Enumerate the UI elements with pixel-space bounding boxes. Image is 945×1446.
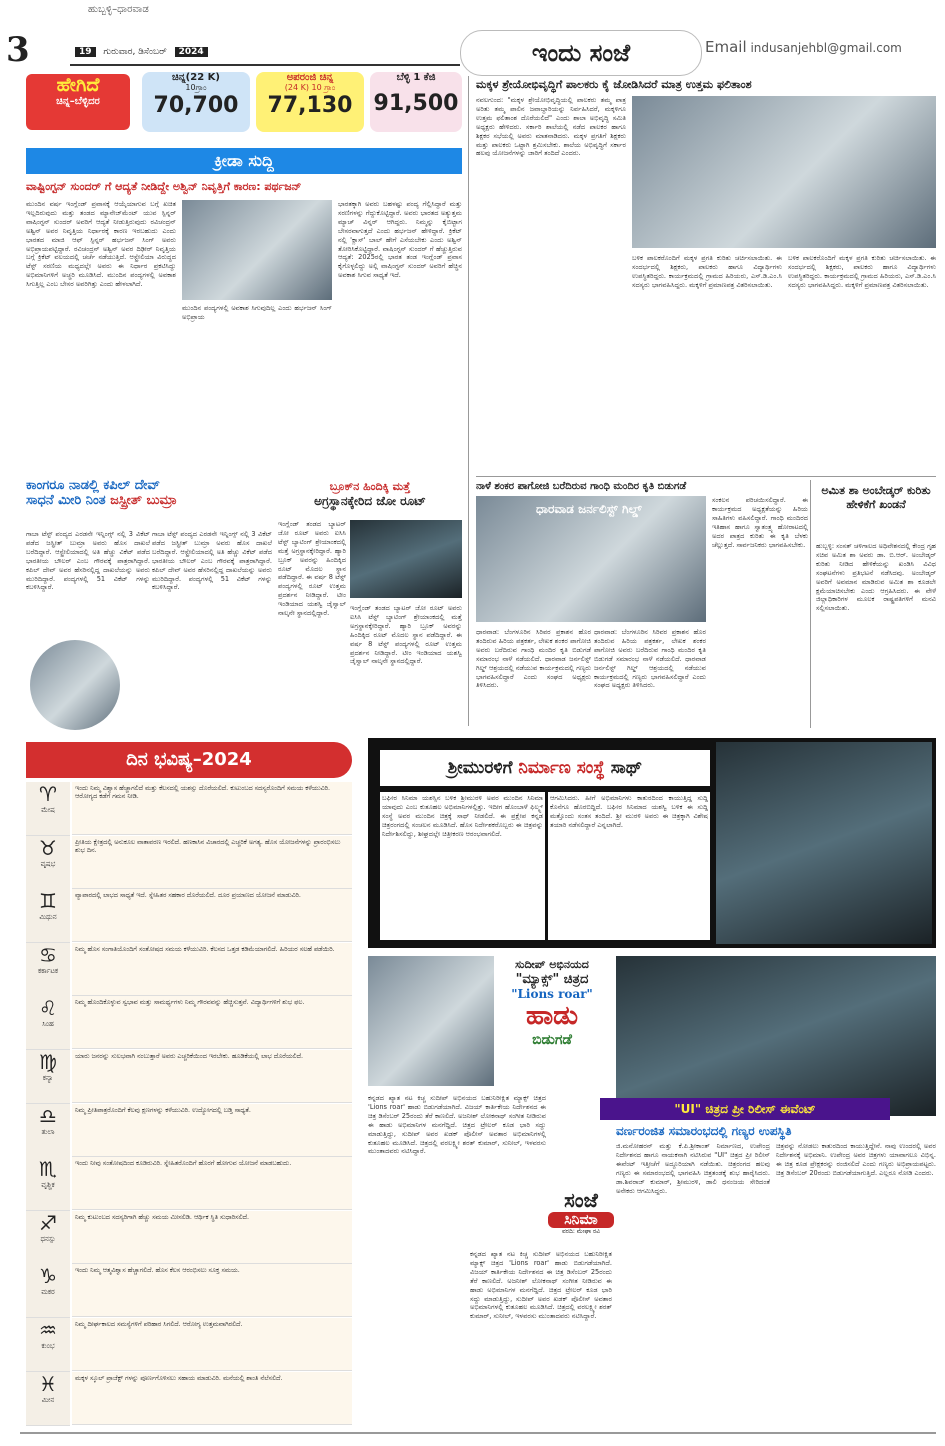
horoscope-row <box>26 996 352 1049</box>
ui-banner: "UI" ಚಿತ್ರದ ಪ್ರೀ ರಿಲೀಸ್ ಈವೆಂಟ್ <box>600 1098 890 1120</box>
zodiac-icon <box>26 889 70 943</box>
zodiac-text: ನಿಮ್ಮ ದೀರ್ಘಕಾಲದ ಸಮಸ್ಯೆಗಳಿಗೆ ಪರಿಹಾರ ಸಿಗಲಿದೆ. ಆರೋಗ್ಯ ಉತ್ತಮವಾಗಿರಲಿದೆ. <box>72 1318 352 1371</box>
children-photo <box>632 96 936 248</box>
issue-number: 19 <box>75 47 96 57</box>
amit-headline: ಅಮಿತ ಶಾ ಅಂಬೇಡ್ಕರ್ ಕುರಿತು ಹೇಳಿಕೆಗೆ ಖಂಡನೆ <box>821 484 931 511</box>
silver-value: 91,500 <box>373 91 459 116</box>
root-body: ಇಂಗ್ಲೆಂಡ್ ತಂಡದ ಬ್ಯಾಟರ್ ಜೋ ರೂಟ್ ಅವರು ಐಸಿಸಿ ಟೆಸ್ಟ್ ಬ್ಯಾಟಿಂಗ್ ಶ್ರೇಯಾಂಕದಲ್ಲಿ ಮತ್ತೆ ಅಗ್ರಸ್ಥಾನಕ್ಕೇರಿದ್ದಾರೆ. ಹ್ಯಾರಿ ಬ್ರೂಕ್ ಅವರನ್ನು ಹಿಂದಿಕ್ಕಿದ ರೂಟ್ ಮೊದಲ ಸ್ಥಾನ ಪಡೆದಿದ್ದಾರೆ. ಈ ವರ್ಷ 8 ಟೆಸ್ಟ್ ಪಂದ್ಯಗಳಲ್ಲಿ ರೂಟ್ ಉತ್ತಮ ಪ್ರದರ್ಶನ ನೀಡಿದ್ದಾರೆ. ಟೀಂ ಇಂಡಿಯಾದ ಯಶಸ್ವಿ ಜೈಸ್ವಾಲ್ ನಾಲ್ಕನೇ ಸ್ಥಾನದಲ್ಲಿದ್ದಾರೆ. <box>278 520 346 618</box>
horoscope-row <box>26 1157 352 1210</box>
zodiac-name: ಸಿಂಹ <box>42 1020 54 1029</box>
zodiac-name: ತುಲಾ <box>41 1127 55 1136</box>
root-head-block <box>278 480 462 509</box>
root-photo <box>350 520 462 598</box>
cinema-label: ಸಿನಿಮಾ <box>548 1212 614 1228</box>
sports-body: ಮುಂದಿನ ವರ್ಷ ಇಂಗ್ಲೆಂಡ್ ಪ್ರವಾಸಕ್ಕೆ ಆಯ್ಕೆಯಾಗುವ ಬಗ್ಗೆ ಖಚಿತ ಇಲ್ಲದಿರುವುದು ಮತ್ತು ತಂಡದ ಮ್ಯಾನೇಜ್‌ಮೆಂಟ್ ಯುವ ಸ್ಪಿನ್ನರ್ ವಾಷಿಂಗ್ಟನ್ ಸುಂದರ್ ಅವರಿಗೆ ಆದ್ಯತೆ ನೀಡುತ್ತಿರುವುದು ರವಿಚಂದ್ರನ್ ಅಶ್ವಿನ್ ಅವರ ನಿವೃತ್ತಿಯ ನಿರ್ಧಾರಕ್ಕೆ ಕಾರಣ ಇರಬಹುದು ಎಂದು ಭಾರತದ ಮಾಜಿ ಆಫ್ ಸ್ಪಿನ್ನರ್ ಹರ್ಭಜನ್ ಸಿಂಗ್ ಅವರು ಅಭಿಪ್ರಾಯಪಟ್ಟಿದ್ದಾರೆ. ರವಿಚಂದ್ರನ್ ಅಶ್ವಿನ್ ಅವರ ದಿಢೀರ್ ನಿವೃತ್ತಿಯ ಬಗ್ಗೆ ಕ್ರಿಕೆಟ್ ವಲಯದಲ್ಲಿ ಚರ್ಚೆ ನಡೆಯುತ್ತಿದೆ. ಆಸ್ಟ್ರೇಲಿಯಾ ವಿರುದ್ಧದ ಟೆಸ್ಟ್ ಸರಣಿಯ ಮಧ್ಯದಲ್ಲೇ ಅವರು ಈ ನಿರ್ಧಾರ ಪ್ರಕಟಿಸಿದ್ದು ಅಭಿಮಾನಿಗಳಿಗೆ ಅಚ್ಚರಿ ಮೂಡಿಸಿದೆ. ಮುಂದಿನ ಪಂದ್ಯಗಳಲ್ಲಿ ಅವಕಾಶ ಸಿಗುತ್ತಿಲ್ಲ ಎಂಬ ಬೇಸರ ಅವರಿಗಿತ್ತು ಎಂದು ಹೇಳಲಾಗಿದೆ. <box>26 200 176 289</box>
zodiac-text: ನಿಮ್ಮ ಪ್ರೀತಿಪಾತ್ರರೊಂದಿಗೆ ಕೆಲವು ಕ್ಷಣಗಳನ್ನು ಕಳೆಯುವಿರಿ. ಉದ್ಯೋಗದಲ್ಲಿ ಬಡ್ತಿ ಸಾಧ್ಯತೆ. <box>72 1104 352 1157</box>
zodiac-glyph: ♒ <box>39 1318 57 1342</box>
sanje-label: ಸಂಜೆ <box>564 1188 598 1212</box>
cricket-photo <box>182 200 332 300</box>
zodiac-text: ಮಕ್ಕಳ ಸ್ಕೂಲ್ ಪ್ರಾಜೆಕ್ಟ್ ಗಳನ್ನು ಪೂರ್ಣಗೊಳಿಸಲು ಸಹಾಯ ಮಾಡುವಿರಿ. ಮನೆಯಲ್ಲಿ ಶಾಂತಿ ನೆಲೆಸಲಿದೆ. <box>72 1372 352 1425</box>
kapil-body: ಗಾಬಾ ಟೆಸ್ಟ್ ಪಂದ್ಯದ ಎರಡನೇ ಇನ್ನಿಂಗ್ಸ್ ನಲ್ಲಿ 3 ವಿಕೆಟ್ ಪಡೆದ ಜಸ್ಪ್ರೀತ್ ಬುಮ್ರಾ ಅವರು ಹೊಸ ದಾಖಲೆ ಬರೆದಿದ್ದಾರೆ. ಆಸ್ಟ್ರೇಲಿಯಾದಲ್ಲಿ ಅತಿ ಹೆಚ್ಚು ವಿಕೆಟ್ ಪಡೆದ ಭಾರತೀಯ ಬೌಲರ್ ಎಂಬ ಗೌರವಕ್ಕೆ ಪಾತ್ರರಾಗಿದ್ದಾರೆ. ಕಪಿಲ್ ದೇವ್ ಅವರ ಹೆಸರಿನಲ್ಲಿದ್ದ ದಾಖಲೆಯನ್ನು ಅವರು ಮುರಿದಿದ್ದಾರೆ. ಪಂದ್ಯಗಳಲ್ಲಿ 51 ವಿಕೆಟ್ ಗಳನ್ನು ಕಬಳಿಸಿದ್ದಾರೆ. <box>26 530 150 592</box>
cinema-credit: ವರದಿ: ಮೇಘಾ ರವಿ <box>561 1228 601 1235</box>
horoscope-row <box>26 943 352 996</box>
ui-body-2: ಚಿತ್ರವನ್ನು ನೋಡಲು ಕಾತುರದಿಂದ ಕಾಯುತ್ತಿದ್ದೇನೆ. ನಾವು ಉಂದರಲ್ಲಿ ಅವರ ನಿರ್ದೇಶನಕ್ಕೆ ಅಭಿಮಾನಿ. ಉಪೇಂದ್ರ ಅವರ ಚಿತ್ರಗಳು ಯಾವಾಗಲೂ ವಿಭಿನ್ನ. ಈ ಚಿತ್ರ ಕೂಡ ಪ್ರೇಕ್ಷಕರನ್ನು ರಂಜಿಸಲಿದೆ ಎಂದು ಗಣ್ಯರು ಅಭಿಪ್ರಾಯಪಟ್ಟರು. ಚಿತ್ರ ಡಿಸೆಂಬರ್ 20ರಂದು ಬಿಡುಗಡೆಯಾಗುತ್ತಿದೆ. ಎಲ್ಲರೂ ನೋಡಿ ಎಂದರು. <box>776 1142 936 1177</box>
gold24-title: ಅಪರಂಜಿ ಚಿನ್ನ <box>286 72 334 83</box>
horoscope-row <box>26 836 352 889</box>
zodiac-text: ಪ್ರೀತಿಯ ಕ್ಷೇತ್ರದಲ್ಲಿ ಅನುಕೂಲ ವಾತಾವರಣ ಇರಲಿದೆ. ಹಣಕಾಸಿನ ವಿಚಾರದಲ್ಲಿ ಎಚ್ಚರಿಕೆ ಅಗತ್ಯ. ಹೊಸ ಯೋಜನೆಗಳನ್ನು ಪ್ರಾರಂಭಿಸಲು ಶುಭ ದಿನ. <box>72 836 352 889</box>
children-body: ನವಲಗುಂದ: "ಮಕ್ಕಳ ಶ್ರೇಯೋಭಿವೃದ್ಧಿಯಲ್ಲಿ ಪಾಲಕರು ತಮ್ಮ ಪಾತ್ರ ಅರಿತು ತಮ್ಮ ಪಾಲಿನ ಜವಾಬ್ದಾರಿಯನ್ನು ನಿರ್ವಹಿಸಿದರೆ, ಮಕ್ಕಳಿಗೂ ಉತ್ತಮ ಫಲಿತಾಂಶ ದೊರೆಯಲಿದೆ" ಎಂದು ಶಾಲಾ ಅಭಿವೃದ್ಧಿ ಸಮಿತಿ ಅಧ್ಯಕ್ಷರು ಹೇಳಿದರು. ಸರ್ಕಾರಿ ಶಾಲೆಯಲ್ಲಿ ನಡೆದ ಪಾಲಕರ ಹಾಗೂ ಶಿಕ್ಷಕರ ಸಭೆಯಲ್ಲಿ ಅವರು ಮಾತನಾಡಿದರು. ಮಕ್ಕಳ ಪ್ರಗತಿಗೆ ಶಿಕ್ಷಕರು ಮತ್ತು ಪಾಲಕರು ಒಟ್ಟಾಗಿ ಶ್ರಮಿಸಬೇಕು. ಶಾಲೆಯ ಅಭಿವೃದ್ಧಿಗೆ ಸರ್ಕಾರ ಹಲವು ಯೋಜನೆಗಳನ್ನು ಜಾರಿಗೆ ತಂದಿದೆ ಎಂದರು. <box>476 96 626 158</box>
zodiac-name: ಕುಂಭ <box>41 1342 55 1350</box>
sudeep-photo <box>368 956 494 1086</box>
horoscope-row <box>26 1372 352 1425</box>
sudeep-head-2: "ಮ್ಯಾಕ್ಸ್" ಚಿತ್ರದ <box>515 972 589 987</box>
zodiac-icon <box>26 1372 70 1426</box>
root-body-2: ಇಂಗ್ಲೆಂಡ್ ತಂಡದ ಬ್ಯಾಟರ್ ಜೋ ರೂಟ್ ಅವರು ಐಸಿಸಿ ಟೆಸ್ಟ್ ಬ್ಯಾಟಿಂಗ್ ಶ್ರೇಯಾಂಕದಲ್ಲಿ ಮತ್ತೆ ಅಗ್ರಸ್ಥಾನಕ್ಕೇರಿದ್ದಾರೆ. ಹ್ಯಾರಿ ಬ್ರೂಕ್ ಅವರನ್ನು ಹಿಂದಿಕ್ಕಿದ ರೂಟ್ ಮೊದಲ ಸ್ಥಾನ ಪಡೆದಿದ್ದಾರೆ. ಈ ವರ್ಷ 8 ಟೆಸ್ಟ್ ಪಂದ್ಯಗಳಲ್ಲಿ ರೂಟ್ ಉತ್ತಮ ಪ್ರದರ್ಶನ ನೀಡಿದ್ದಾರೆ. ಟೀಂ ಇಂಡಿಯಾದ ಯಶಸ್ವಿ ಜೈಸ್ವಾಲ್ ನಾಲ್ಕನೇ ಸ್ಥಾನದಲ್ಲಿದ್ದಾರೆ. <box>350 604 462 666</box>
zodiac-icon <box>26 1318 70 1372</box>
silver-title: ಬೆಳ್ಳಿ 1 ಕೆಜಿ <box>396 72 436 83</box>
gandhi-body-3: ಧಾರವಾಡ: ಬೆಂಗಳೂರಿನ ಸಿರಿವರ ಪ್ರಕಾಶನ ಹೊರ ತಂದಿರುವ ಹಿರಿಯ ಪತ್ರಕರ್ತ, ಲೇಖಕ ಶಂಕರ ಪಾಗೋಜಿ ಅವರು ಬರೆದಿರುವ ಗಾಂಧಿ ಮಂದಿರ ಕೃತಿ ಬಿಡುಗಡೆ ಸಮಾರಂಭ ನಾಳೆ ನಡೆಯಲಿದೆ. ಧಾರವಾಡ ಜರ್ನಲಿಸ್ಟ್ ಗಿಲ್ಡ್ ಆಶ್ರಯದಲ್ಲಿ ನಡೆಯುವ ಕಾರ್ಯಕ್ರಮದಲ್ಲಿ ಗಣ್ಯರು ಭಾಗವಹಿಸಲಿದ್ದಾರೆ ಎಂದು ಸಂಘದ ಅಧ್ಯಕ್ಷರು ತಿಳಿಸಿದರು. <box>594 628 706 690</box>
zodiac-name: ಮೇಷ <box>41 806 55 814</box>
kapil-head-block <box>26 478 272 526</box>
gold24-unit: (24 K) 10 ಗ್ರಾಂ <box>284 83 336 92</box>
gold24-box <box>256 72 364 132</box>
horoscope-list <box>26 782 352 1426</box>
zodiac-text: ಇಂದು ನೀವು ಸಂತೋಷದಿಂದ ಕೂಡಿರುವಿರಿ. ಸ್ನೇಹಿತರೊಂದಿಗೆ ಹೊರಗೆ ಹೋಗುವ ಯೋಜನೆ ಮಾಡಬಹುದು. <box>72 1157 352 1210</box>
day-date: ಗುರುವಾರ, ಡಿಸೆಂಬರ್ <box>103 47 167 57</box>
zodiac-text: ವ್ಯಾಪಾರದಲ್ಲಿ ಲಾಭದ ಸಾಧ್ಯತೆ ಇದೆ. ಸ್ನೇಹಿತರ ಸಹಕಾರ ದೊರೆಯಲಿದೆ. ದೂರ ಪ್ರಯಾಣದ ಯೋಜನೆ ಮಾಡುವಿರಿ. <box>72 889 352 942</box>
column-rule <box>468 76 469 726</box>
sports-section-bar: ಕ್ರೀಡಾ ಸುದ್ದಿ <box>26 148 462 174</box>
murali-body: ಬಘೀರ ಸಿನಿಮಾ ಯಶಸ್ಸಿನ ಬಳಿಕ ಶ್ರೀಮುರಳಿ ಅವರ ಮುಂದಿನ ಸಿನಿಮಾ ಯಾವುದು ಎಂಬ ಕುತೂಹಲ ಅಭಿಮಾನಿಗಳಲ್ಲಿತ್ತು. ಇದೀಗ ಹೊಂಬಾಳೆ ಫಿಲ್ಮ್ಸ್ ಸಂಸ್ಥೆ ಅವರ ಮುಂದಿನ ಚಿತ್ರಕ್ಕೆ ಸಾಥ್ ನೀಡಲಿದೆ. ಈ ಪ್ರಕ್ಷೇಪ ಕನ್ನಡ ಚಿತ್ರರಂಗದಲ್ಲಿ ಸಂಚಲನ ಮೂಡಿಸಿದೆ. ಹೊಸ ನಿರ್ದೇಶಕರೊಬ್ಬರು ಈ ಚಿತ್ರವನ್ನು ನಿರ್ದೇಶಿಸಲಿದ್ದು, ಶೀಘ್ರದಲ್ಲೇ ಚಿತ್ರೀಕರಣ ಆರಂಭವಾಗಲಿದೆ. <box>380 792 545 940</box>
sudeep-head-4: ಹಾಡು <box>525 1001 579 1031</box>
gold22-value: 70,700 <box>153 93 239 118</box>
email-block <box>705 38 902 56</box>
silver-box <box>370 72 462 132</box>
zodiac-glyph: ♐ <box>39 1210 57 1235</box>
price-label: ಹೇಗಿದೆ <box>56 74 100 96</box>
gandhi-body: ಧಾರವಾಡ: ಬೆಂಗಳೂರಿನ ಸಿರಿವರ ಪ್ರಕಾಶನ ಹೊರ ತಂದಿರುವ ಹಿರಿಯ ಪತ್ರಕರ್ತ, ಲೇಖಕ ಶಂಕರ ಪಾಗೋಜಿ ಅವರು ಬರೆದಿರುವ ಗಾಂಧಿ ಮಂದಿರ ಕೃತಿ ಬಿಡುಗಡೆ ಸಮಾರಂಭ ನಾಳೆ ನಡೆಯಲಿದೆ. ಧಾರವಾಡ ಜರ್ನಲಿಸ್ಟ್ ಗಿಲ್ಡ್ ಆಶ್ರಯದಲ್ಲಿ ನಡೆಯುವ ಕಾರ್ಯಕ್ರಮದಲ್ಲಿ ಗಣ್ಯರು ಭಾಗವಹಿಸಲಿದ್ದಾರೆ ಎಂದು ಸಂಘದ ಅಧ್ಯಕ್ಷರು ತಿಳಿಸಿದರು. <box>476 628 591 690</box>
gold22-box <box>142 72 250 132</box>
masthead-rule <box>70 64 460 66</box>
horoscope-row <box>26 1211 352 1264</box>
murali-head-a: ಶ್ರೀಮುರಳಿಗೆ <box>447 758 513 778</box>
zodiac-name: ವೃಶ್ಚಿಕ <box>41 1181 55 1190</box>
children-headline: ಮಕ್ಕಳ ಶ್ರೇಯೋಭಿವೃದ್ಧಿಗೆ ಪಾಲಕರು ಕೈ ಜೋಡಿಸಿದರೆ ಮಾತ್ರ ಉತ್ತಮ ಫಲಿತಾಂಶ <box>476 78 752 91</box>
sudeep-head-block <box>496 958 608 1048</box>
column-rule-2 <box>810 480 811 728</box>
sudeep-body-2: ಕನ್ನಡದ ಖ್ಯಾತ ನಟ ಕಿಚ್ಚ ಸುದೀಪ್ ಅಭಿನಯದ ಬಹುನಿರೀಕ್ಷಿತ ಮ್ಯಾಕ್ಸ್ ಚಿತ್ರದ 'Lions roar' ಹಾಡು ಬಿಡುಗಡೆಯಾಗಿದೆ. ವಿಜಯ್ ಕಾರ್ತಿಕೇಯ ನಿರ್ದೇಶನದ ಈ ಚಿತ್ರ ಡಿಸೆಂಬರ್ 25ರಂದು ತೆರೆ ಕಾಣಲಿದೆ. ಅಜನೀಶ್ ಲೋಕನಾಥ್ ಸಂಗೀತ ನೀಡಿರುವ ಈ ಹಾಡು ಅಭಿಮಾನಿಗಳ ಮನಗೆದ್ದಿದೆ. ಚಿತ್ರದ ಟ್ರೇಲರ್ ಕೂಡ ಭಾರಿ ಸದ್ದು ಮಾಡುತ್ತಿದ್ದು, ಸುದೀಪ್ ಅವರ ಖಡಕ್ ಪೊಲೀಸ್ ಅವತಾರ ಅಭಿಮಾನಿಗಳಲ್ಲಿ ಕುತೂಹಲ ಮೂಡಿಸಿದೆ. ಚಿತ್ರದಲ್ಲಿ ವರಲಕ್ಷ್ಮೀ ಶರತ್ ಕುಮಾರ್, ಸುನೀಲ್, ಇಳವರಸು ಮುಂತಾದವರು ನಟಿಸಿದ್ದಾರೆ. <box>470 1250 612 1321</box>
sudeep-head-3: "Lions roar" <box>511 987 593 1001</box>
guild-banner: ಧಾರವಾಡ ಜರ್ನಲಿಸ್ಟ್ ಗಿಲ್ಡ್ <box>536 502 642 516</box>
kapil-body-2: ಗಾಬಾ ಟೆಸ್ಟ್ ಪಂದ್ಯದ ಎರಡನೇ ಇನ್ನಿಂಗ್ಸ್ ನಲ್ಲಿ 3 ವಿಕೆಟ್ ಪಡೆದ ಜಸ್ಪ್ರೀತ್ ಬುಮ್ರಾ ಅವರು ಹೊಸ ದಾಖಲೆ ಬರೆದಿದ್ದಾರೆ. ಆಸ್ಟ್ರೇಲಿಯಾದಲ್ಲಿ ಅತಿ ಹೆಚ್ಚು ವಿಕೆಟ್ ಪಡೆದ ಭಾರತೀಯ ಬೌಲರ್ ಎಂಬ ಗೌರವಕ್ಕೆ ಪಾತ್ರರಾಗಿದ್ದಾರೆ. ಕಪಿಲ್ ದೇವ್ ಅವರ ಹೆಸರಿನಲ್ಲಿದ್ದ ದಾಖಲೆಯನ್ನು ಅವರು ಮುರಿದಿದ್ದಾರೆ. ಪಂದ್ಯಗಳಲ್ಲಿ 51 ವಿಕೆಟ್ ಗಳನ್ನು ಕಬಳಿಸಿದ್ದಾರೆ. <box>152 530 272 592</box>
zodiac-icon <box>26 1050 70 1104</box>
sports-body-2: ಭಾರತಕ್ಕಾಗಿ ಅವರು ಬಹಳಷ್ಟು ಪಂದ್ಯ ಗೆಲ್ಲಿಸಿದ್ದಾರೆ ಮತ್ತು ಸರಣಿಗಳನ್ನು ಗೆದ್ದುಕೊಟ್ಟಿದ್ದಾರೆ. ಅವರು ಭಾರತದ ಅತ್ಯುತ್ತಮ ಮ್ಯಾಚ್ ವಿನ್ನರ್ ಆಗಿದ್ದರು. ನಿಮ್ಮನ್ನು ಕೈಬಿಟ್ಟಾಗ ಬೇಸರವಾಗುತ್ತದೆ ಎಂದು ಹರ್ಭಜನ್ ಹೇಳಿದ್ದಾರೆ. ಕ್ರಿಕೆಟ್ ನಲ್ಲಿ 'ಕ್ಲಾಸ್' ಬಾಲ್ ಹೇಗೆ ಎಸೆಯಬೇಕು ಎಂದು ಅಶ್ವಿನ್ ತೋರಿಸಿಕೊಟ್ಟಿದ್ದಾರೆ. ವಾಷಿಂಗ್ಟನ್ ಸುಂದರ್ ಗೆ ಹೆಚ್ಚುತ್ತಿರುವ ಆದ್ಯತೆ: 2025ರಲ್ಲಿ ಭಾರತ ತಂಡ ಇಂಗ್ಲೆಂಡ್ ಪ್ರವಾಸ ಕೈಗೊಳ್ಳಲಿದ್ದು ಅಲ್ಲಿ ವಾಷಿಂಗ್ಟನ್ ಸುಂದರ್ ಅವರಿಗೆ ಹೆಚ್ಚಿನ ಅವಕಾಶ ಸಿಗುವ ಸಾಧ್ಯತೆ ಇದೆ. <box>338 200 462 280</box>
zodiac-name: ಮಿಥುನ <box>39 913 57 922</box>
kapil-head-1: ಕಾಂಗರೂ ನಾಡಲ್ಲಿ ಕಪಿಲ್ ದೇವ್ <box>26 478 160 493</box>
zodiac-glyph: ♉ <box>39 835 57 860</box>
root-head-2: ಅಗ್ರಸ್ಥಾನಕ್ಕೇರಿದ ಜೋ ರೂಟ್ <box>314 494 426 508</box>
gold24-value: 77,130 <box>267 93 353 118</box>
children-body-3: ಬಳಿಕ ಪಾಲಕರೊಂದಿಗೆ ಮಕ್ಕಳ ಪ್ರಗತಿ ಕುರಿತು ಚರ್ಚಿಸಲಾಯಿತು. ಈ ಸಂದರ್ಭದಲ್ಲಿ ಶಿಕ್ಷಕರು, ಪಾಲಕರು ಹಾಗೂ ವಿದ್ಯಾರ್ಥಿಗಳು ಉಪಸ್ಥಿತರಿದ್ದರು. ಕಾರ್ಯಕ್ರಮದಲ್ಲಿ ಗ್ರಾಮದ ಹಿರಿಯರು, ಎಸ್.ಡಿ.ಎಂ.ಸಿ ಸದಸ್ಯರು ಭಾಗವಹಿಸಿದ್ದರು. ಮಕ್ಕಳಿಗೆ ಪ್ರಮಾಣಪತ್ರ ವಿತರಿಸಲಾಯಿತು. <box>788 254 936 289</box>
horoscope-row <box>26 1050 352 1103</box>
amit-body: ಹುಬ್ಬಳ್ಳಿ: ಸಂಸತ್ ಚಳಿಗಾಲದ ಅಧಿವೇಶನದಲ್ಲಿ ಕೇಂದ್ರ ಗೃಹ ಸಚಿವ ಅಮಿತ ಶಾ ಅವರು ಡಾ. ಬಿ.ಆರ್. ಅಂಬೇಡ್ಕರ್ ಕುರಿತು ನೀಡಿದ ಹೇಳಿಕೆಯನ್ನು ಖಂಡಿಸಿ ವಿವಿಧ ಸಂಘಟನೆಗಳು ಪ್ರತಿಭಟನೆ ನಡೆಸಿದವು. ಅಂಬೇಡ್ಕರ್ ಅವರಿಗೆ ಅವಮಾನ ಮಾಡಿರುವ ಅಮಿತ ಶಾ ಕೂಡಲೇ ಕ್ಷಮೆಯಾಚಿಸಬೇಕು ಎಂದು ಆಗ್ರಹಿಸಿದರು. ಈ ವೇಳೆ ಜಿಲ್ಲಾಧಿಕಾರಿಗಳ ಮೂಲಕ ರಾಷ್ಟ್ರಪತಿಗಳಿಗೆ ಮನವಿ ಸಲ್ಲಿಸಲಾಯಿತು. <box>816 542 936 613</box>
gold22-unit: 10ಗ್ರಾಂ <box>185 83 207 92</box>
zodiac-name: ಮಕರ <box>41 1288 55 1297</box>
horoscope-row <box>26 1104 352 1157</box>
zodiac-text: ನಿಮ್ಮ ಕುಟುಂಬದ ಸದಸ್ಯರಿಗಾಗಿ ಹೆಚ್ಚು ಸಮಯ ಮೀಸಲಿಡಿ. ಆರ್ಥಿಕ ಸ್ಥಿತಿ ಸುಧಾರಿಸಲಿದೆ. <box>72 1211 352 1264</box>
zodiac-icon <box>26 1264 70 1318</box>
ui-body: ಜಿ.ಮನೋಹರನ್ ಮತ್ತು ಕೆ.ಪಿ.ಶ್ರೀಕಾಂತ್ ನಿರ್ಮಾಣದ, ಉಪೇಂದ್ರ ನಿರ್ದೇಶನದ ಹಾಗೂ ನಾಯಕನಾಗಿ ನಟಿಸಿರುವ "UI" ಚಿತ್ರದ ಪ್ರೀ ರಿಲೀಸ್ ಈವೆಂಟ್ ಇತ್ತೀಚೆಗೆ ಅದ್ದೂರಿಯಾಗಿ ನಡೆಯಿತು. ಚಿತ್ರರಂಗದ ಹಲವು ಗಣ್ಯರು ಈ ಸಮಾರಂಭದಲ್ಲಿ ಭಾಗವಹಿಸಿ ಚಿತ್ರತಂಡಕ್ಕೆ ಶುಭ ಹಾರೈಸಿದರು. ಡಾ.ಶಿವರಾಜ್ ಕುಮಾರ್, ಶ್ರೀಮುರಳಿ, ಡಾಲಿ ಧನಂಜಯ ಸೇರಿದಂತೆ ಅನೇಕರು ಆಗಮಿಸಿದ್ದರು. <box>616 1142 770 1195</box>
zodiac-glyph: ♑ <box>39 1264 57 1289</box>
gandhi-headline: ನಾಳೆ ಶಂಕರ ಪಾಗೋಜಿ ಬರೆದಿರುವ ಗಾಂಧಿ ಮಂದಿರ ಕೃತಿ ಬಿಡುಗಡೆ <box>476 481 687 492</box>
sudeep-head-5: ಬಿಡುಗಡೆ <box>532 1032 572 1048</box>
zodiac-text: ಇಂದು ನಿಮ್ಮ ಆತ್ಮವಿಶ್ವಾಸ ಹೆಚ್ಚಾಗಲಿದೆ. ಹೊಸ ಕೆಲಸ ಆರಂಭಿಸಲು ಸೂಕ್ತ ಸಮಯ. <box>72 1264 352 1317</box>
zodiac-glyph: ♋ <box>39 942 57 967</box>
kapil-head-2: ಸಾಧನೆ ಮೀರಿ ನಿಂತ <box>26 493 106 508</box>
zodiac-name: ವೃಷಭ <box>40 859 56 868</box>
zodiac-text: ಯಾರು ಜನರನ್ನು ಸುಲಭವಾಗಿ ನಂಬುತ್ತಾರೆ ಅವರು ಎಚ್ಚರಿಕೆಯಿಂದ ಇರಬೇಕು. ಹೂಡಿಕೆಯಲ್ಲಿ ಲಾಭ ದೊರೆಯಲಿದೆ. <box>72 1050 352 1103</box>
gandhi-photo <box>476 496 706 622</box>
zodiac-name: ಕರ್ಕಾಟಕ <box>37 966 59 975</box>
zodiac-text: ನಿಮ್ಮ ಹೊಸ ಸಂಗಾತಿಯೊಂದಿಗೆ ಸಂತೋಷದ ಸಮಯ ಕಳೆಯುವಿರಿ. ಕೆಲಸದ ಒತ್ತಡ ಕಡಿಮೆಯಾಗಲಿದೆ. ಹಿರಿಯರ ಸಲಹೆ ಪಡೆಯಿರಿ. <box>72 943 352 996</box>
zodiac-icon <box>26 836 70 890</box>
zodiac-glyph: ♏ <box>39 1157 57 1182</box>
zodiac-name: ಕನ್ಯಾ <box>42 1074 54 1082</box>
horoscope-row <box>26 889 352 942</box>
zodiac-name: ಧನಸ್ಸು <box>40 1234 56 1243</box>
footer-rule <box>20 1432 936 1434</box>
sudeep-body: ಕನ್ನಡದ ಖ್ಯಾತ ನಟ ಕಿಚ್ಚ ಸುದೀಪ್ ಅಭಿನಯದ ಬಹುನಿರೀಕ್ಷಿತ ಮ್ಯಾಕ್ಸ್ ಚಿತ್ರದ 'Lions roar' ಹಾಡು ಬಿಡುಗಡೆಯಾಗಿದೆ. ವಿಜಯ್ ಕಾರ್ತಿಕೇಯ ನಿರ್ದೇಶನದ ಈ ಚಿತ್ರ ಡಿಸೆಂಬರ್ 25ರಂದು ತೆರೆ ಕಾಣಲಿದೆ. ಅಜನೀಶ್ ಲೋಕನಾಥ್ ಸಂಗೀತ ನೀಡಿರುವ ಈ ಹಾಡು ಅಭಿಮಾನಿಗಳ ಮನಗೆದ್ದಿದೆ. ಚಿತ್ರದ ಟ್ರೇಲರ್ ಕೂಡ ಭಾರಿ ಸದ್ದು ಮಾಡುತ್ತಿದ್ದು, ಸುದೀಪ್ ಅವರ ಖಡಕ್ ಪೊಲೀಸ್ ಅವತಾರ ಅಭಿಮಾನಿಗಳಲ್ಲಿ ಕುತೂಹಲ ಮೂಡಿಸಿದೆ. ಚಿತ್ರದಲ್ಲಿ ವರಲಕ್ಷ್ಮೀ ಶರತ್ ಕುಮಾರ್, ಸುನೀಲ್, ಇಳವರಸು ಮುಂತಾದವರು ನಟಿಸಿದ್ದಾರೆ. <box>368 1094 546 1156</box>
murali-head <box>380 750 710 786</box>
city-label: ಹುಬ್ಬಳ್ಳಿ–ಧಾರವಾಡ <box>88 4 149 15</box>
horoscope-row <box>26 1318 352 1371</box>
zodiac-icon <box>26 782 70 836</box>
year: 2024 <box>175 47 208 57</box>
murali-body-2: ಆಗಮಿಸಿದರು. ಹೀಗೆ ಅಭಿಮಾನಿಗಳು ಕಾತುರದಿಂದ ಕಾಯುತ್ತಿದ್ದ ಸುದ್ದಿ ಕೊನೆಗೂ ಹೊರಬಿದ್ದಿದೆ. ಬಘೀರ ಸಿನಿಮಾದ ಯಶಸ್ವಿ ಬಳಿಕ ಈ ಸುದ್ದಿ ಮತ್ತೊಂದು ಸಂತಸ ತಂದಿದೆ. ಶ್ರೀ ಮುರಳಿ ಅವರು ಈ ಚಿತ್ರಕ್ಕಾಗಿ ವಿಶೇಷ ತಯಾರಿ ನಡೆಸಲಿದ್ದಾರೆ ಎನ್ನಲಾಗಿದೆ. <box>548 792 710 940</box>
price-label-box <box>26 74 130 130</box>
zodiac-text: ನಿಮ್ಮ ಹೊಂದಿಕೊಳ್ಳುವ ಸ್ವಭಾವ ಮತ್ತು ಸಾಮರ್ಥ್ಯಗಳು ನಿಮ್ಮ ಗೌರವವನ್ನು ಹೆಚ್ಚಿಸುತ್ತವೆ. ವಿದ್ಯಾರ್ಥಿಗಳಿಗೆ ಶುಭ ಫಲ. <box>72 996 352 1049</box>
horoscope-row <box>26 1264 352 1317</box>
horoscope-row <box>26 782 352 835</box>
sanje-cinema-badge <box>548 1188 614 1248</box>
zodiac-glyph: ♈ <box>39 782 57 806</box>
kapil-head-2b: ಜಸ್ಪ್ರೀತ್ ಬುಮ್ರಾ <box>110 493 178 508</box>
email-address: indusanjehbl@gmail.com <box>750 41 902 55</box>
newspaper-logo: ಇಂದು ಸಂಜೆ <box>460 30 702 76</box>
bumrah-photo <box>30 640 120 730</box>
children-body-2: ಬಳಿಕ ಪಾಲಕರೊಂದಿಗೆ ಮಕ್ಕಳ ಪ್ರಗತಿ ಕುರಿತು ಚರ್ಚಿಸಲಾಯಿತು. ಈ ಸಂದರ್ಭದಲ್ಲಿ ಶಿಕ್ಷಕರು, ಪಾಲಕರು ಹಾಗೂ ವಿದ್ಯಾರ್ಥಿಗಳು ಉಪಸ್ಥಿತರಿದ್ದರು. ಕಾರ್ಯಕ್ರಮದಲ್ಲಿ ಗ್ರಾಮದ ಹಿರಿಯರು, ಎಸ್.ಡಿ.ಎಂ.ಸಿ ಸದಸ್ಯರು ಭಾಗವಹಿಸಿದ್ದರು. ಮಕ್ಕಳಿಗೆ ಪ್ರಮಾಣಪತ್ರ ವಿತರಿಸಲಾಯಿತು. <box>632 254 782 289</box>
zodiac-icon <box>26 943 70 997</box>
murali-head-b: ನಿರ್ಮಾಣ ಸಂಸ್ಥೆ <box>518 758 605 778</box>
zodiac-icon <box>26 1157 70 1211</box>
zodiac-glyph: ♊ <box>39 889 57 914</box>
murali-poster <box>716 742 932 944</box>
zodiac-glyph: ♍ <box>39 1050 57 1074</box>
price-sublabel: ಚಿನ್ನ–ಬೆಳ್ಳಿದರ <box>56 96 100 107</box>
murali-head-c: ಸಾಥ್ <box>610 758 643 778</box>
zodiac-icon <box>26 1211 70 1265</box>
sports-caption: ಮುಂದಿನ ಪಂದ್ಯಗಳಲ್ಲಿ ಅವಕಾಶ ಸಿಗುವುದಿಲ್ಲ ಎಂದು ಹರ್ಭಜನ್ ಸಿಂಗ್ ಅಭಿಪ್ರಾಯ <box>182 304 332 321</box>
zodiac-glyph: ♎ <box>39 1103 57 1128</box>
zodiac-name: ಮೀನ <box>41 1395 55 1404</box>
zodiac-icon <box>26 1104 70 1158</box>
zodiac-glyph: ♓ <box>39 1371 57 1396</box>
ui-event-photo <box>616 956 936 1116</box>
section-rule <box>476 476 936 477</box>
page-number: 3 <box>6 30 30 70</box>
date-bar <box>75 47 208 61</box>
sudeep-head-1: ಸುದೀಪ್ ಅಭಿನಯದ <box>515 958 589 971</box>
gandhi-body-2: ಸಂಕಲನ ಪರಿಚಯಿಸಲಿದ್ದಾರೆ. ಈ ಕಾರ್ಯಕ್ರಮದ ಅಧ್ಯಕ್ಷತೆಯನ್ನು ಹಿರಿಯ ಸಾಹಿತಿಗಳು ವಹಿಸಲಿದ್ದಾರೆ. ಗಾಂಧಿ ಮಂದಿರದ ಇತಿಹಾಸ ಹಾಗೂ ಸ್ವಾತಂತ್ರ್ಯ ಹೋರಾಟದಲ್ಲಿ ಅದರ ಪಾತ್ರದ ಕುರಿತು ಈ ಕೃತಿ ಬೆಳಕು ಚೆಲ್ಲುತ್ತದೆ. ಸಾರ್ವಜನಿಕರು ಭಾಗವಹಿಸಬೇಕು. <box>712 496 808 549</box>
zodiac-icon <box>26 996 70 1050</box>
horoscope-title: ದಿನ ಭವಿಷ್ಯ–2024 <box>26 742 352 778</box>
root-head-1: ಬ್ರೂಕ್‌ನ ಹಿಂದಿಕ್ಕಿ ಮತ್ತೆ <box>329 480 411 493</box>
ui-headline: ವರ್ಣರಂಜಿತ ಸಮಾರಂಭದಲ್ಲಿ ಗಣ್ಯರ ಉಪಸ್ಥಿತಿ <box>616 1124 792 1138</box>
zodiac-glyph: ♌ <box>39 996 57 1021</box>
sports-headline: ವಾಷ್ಟಿಂಗ್ಟನ್ ಸುಂದರ್ ಗೆ ಆದ್ಯತೆ ನೀಡಿದ್ದೇ ಅಶ್ವಿನ್ ನಿವೃತ್ತಿಗೆ ಕಾರಣ: ಪರ್ಥಜನ್ <box>26 180 302 193</box>
zodiac-text: ಇಂದು ನಿಮ್ಮ ವಿಶ್ವಾಸ ಹೆಚ್ಚಾಗಲಿದೆ ಮತ್ತು ಕೆಲಸದಲ್ಲಿ ಯಶಸ್ಸು ದೊರೆಯಲಿದೆ. ಕುಟುಂಬದ ಸದಸ್ಯರೊಂದಿಗೆ ಸಮಯ ಕಳೆಯುವಿರಿ. ಆರೋಗ್ಯದ ಕಡೆಗೆ ಗಮನ ನೀಡಿ. <box>72 782 352 835</box>
gold22-title: ಚಿನ್ನ(22 K) <box>172 72 220 83</box>
email-label: Email <box>705 38 747 56</box>
